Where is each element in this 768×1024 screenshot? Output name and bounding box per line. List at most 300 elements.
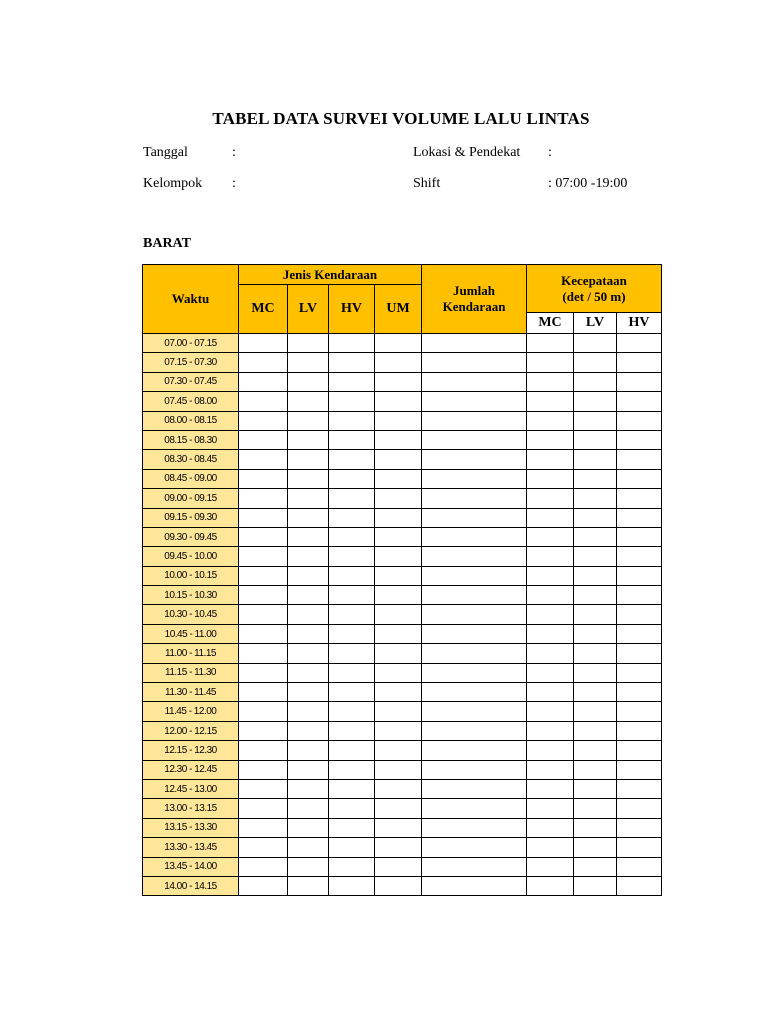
table-row: [143, 818, 662, 837]
speed-mc-cell[interactable]: [527, 605, 574, 624]
count-um-cell[interactable]: [375, 547, 422, 566]
jumlah-cell[interactable]: [422, 876, 527, 895]
header-jenis-um: UM: [375, 285, 422, 334]
speed-hv-cell[interactable]: [617, 838, 662, 857]
speed-lv-cell[interactable]: [574, 527, 617, 546]
count-um-cell[interactable]: [375, 469, 422, 488]
speed-hv-cell[interactable]: [617, 547, 662, 566]
count-hv-cell[interactable]: [329, 663, 375, 682]
count-mc-cell[interactable]: [239, 838, 288, 857]
speed-hv-cell[interactable]: [617, 353, 662, 372]
time-interval-cell: 11.30 - 11.45: [143, 683, 239, 702]
speed-mc-cell[interactable]: [527, 547, 574, 566]
header-jumlah-line2: Kendaraan: [442, 299, 506, 314]
count-hv-cell[interactable]: [329, 411, 375, 430]
count-lv-cell[interactable]: [288, 799, 329, 818]
speed-lv-cell[interactable]: [574, 334, 617, 353]
count-um-cell[interactable]: [375, 779, 422, 798]
header-kecepatan-lv: LV: [574, 313, 617, 334]
count-um-cell[interactable]: [375, 508, 422, 527]
count-lv-cell[interactable]: [288, 605, 329, 624]
header-jenis-hv: HV: [329, 285, 375, 334]
time-interval-cell: 07.15 - 07.30: [143, 353, 239, 372]
count-mc-cell[interactable]: [239, 702, 288, 721]
time-interval-cell: 14.00 - 14.15: [143, 876, 239, 895]
count-hv-cell[interactable]: [329, 527, 375, 546]
speed-mc-cell[interactable]: [527, 838, 574, 857]
count-lv-cell[interactable]: [288, 663, 329, 682]
tanggal-label: Tanggal: [143, 145, 188, 160]
speed-lv-cell[interactable]: [574, 392, 617, 411]
count-mc-cell[interactable]: [239, 799, 288, 818]
count-um-cell[interactable]: [375, 683, 422, 702]
count-lv-cell[interactable]: [288, 566, 329, 585]
count-um-cell[interactable]: [375, 450, 422, 469]
count-hv-cell[interactable]: [329, 586, 375, 605]
time-interval-cell: 10.45 - 11.00: [143, 624, 239, 643]
speed-hv-cell[interactable]: [617, 857, 662, 876]
count-hv-cell[interactable]: [329, 721, 375, 740]
count-mc-cell[interactable]: [239, 624, 288, 643]
speed-mc-cell[interactable]: [527, 799, 574, 818]
jumlah-cell[interactable]: [422, 663, 527, 682]
speed-mc-cell[interactable]: [527, 586, 574, 605]
count-lv-cell[interactable]: [288, 818, 329, 837]
count-lv-cell[interactable]: [288, 721, 329, 740]
table-row: [143, 469, 662, 488]
count-lv-cell[interactable]: [288, 876, 329, 895]
header-kecepatan-line2: (det / 50 m): [562, 288, 626, 304]
count-lv-cell[interactable]: [288, 644, 329, 663]
speed-hv-cell[interactable]: [617, 430, 662, 449]
count-hv-cell[interactable]: [329, 508, 375, 527]
count-hv-cell[interactable]: [329, 857, 375, 876]
count-um-cell[interactable]: [375, 605, 422, 624]
count-um-cell[interactable]: [375, 663, 422, 682]
speed-lv-cell[interactable]: [574, 605, 617, 624]
count-hv-cell[interactable]: [329, 799, 375, 818]
count-mc-cell[interactable]: [239, 450, 288, 469]
speed-lv-cell[interactable]: [574, 430, 617, 449]
table-row: [143, 721, 662, 740]
time-interval-cell: 10.15 - 10.30: [143, 586, 239, 605]
count-mc-cell[interactable]: [239, 779, 288, 798]
count-lv-cell[interactable]: [288, 741, 329, 760]
jumlah-cell[interactable]: [422, 857, 527, 876]
time-interval-cell: 13.45 - 14.00: [143, 857, 239, 876]
speed-lv-cell[interactable]: [574, 721, 617, 740]
count-mc-cell[interactable]: [239, 857, 288, 876]
speed-lv-cell[interactable]: [574, 372, 617, 391]
speed-mc-cell[interactable]: [527, 683, 574, 702]
count-lv-cell[interactable]: [288, 334, 329, 353]
table-row: [143, 430, 662, 449]
speed-mc-cell[interactable]: [527, 760, 574, 779]
speed-lv-cell[interactable]: [574, 547, 617, 566]
table-row: [143, 624, 662, 643]
time-interval-cell: 12.30 - 12.45: [143, 760, 239, 779]
count-um-cell[interactable]: [375, 372, 422, 391]
count-lv-cell[interactable]: [288, 760, 329, 779]
speed-mc-cell[interactable]: [527, 566, 574, 585]
count-hv-cell[interactable]: [329, 702, 375, 721]
speed-hv-cell[interactable]: [617, 644, 662, 663]
count-hv-cell[interactable]: [329, 644, 375, 663]
table-row: [143, 411, 662, 430]
count-mc-cell[interactable]: [239, 430, 288, 449]
speed-lv-cell[interactable]: [574, 702, 617, 721]
speed-hv-cell[interactable]: [617, 489, 662, 508]
header-jenis-lv: LV: [288, 285, 329, 334]
count-um-cell[interactable]: [375, 392, 422, 411]
speed-mc-cell[interactable]: [527, 779, 574, 798]
count-mc-cell[interactable]: [239, 605, 288, 624]
count-mc-cell[interactable]: [239, 741, 288, 760]
count-lv-cell[interactable]: [288, 527, 329, 546]
speed-lv-cell[interactable]: [574, 489, 617, 508]
jumlah-cell[interactable]: [422, 799, 527, 818]
speed-mc-cell[interactable]: [527, 392, 574, 411]
jumlah-cell[interactable]: [422, 469, 527, 488]
table-row: [143, 527, 662, 546]
jumlah-cell[interactable]: [422, 818, 527, 837]
count-hv-cell[interactable]: [329, 489, 375, 508]
header-jenis-kendaraan: Jenis Kendaraan: [239, 265, 422, 285]
time-interval-cell: 08.15 - 08.30: [143, 430, 239, 449]
table-row: [143, 566, 662, 585]
speed-lv-cell[interactable]: [574, 469, 617, 488]
jumlah-cell[interactable]: [422, 547, 527, 566]
section-label: BARAT: [143, 236, 191, 251]
speed-hv-cell[interactable]: [617, 760, 662, 779]
jumlah-cell[interactable]: [422, 489, 527, 508]
count-hv-cell[interactable]: [329, 818, 375, 837]
jumlah-cell[interactable]: [422, 741, 527, 760]
time-interval-cell: 12.45 - 13.00: [143, 779, 239, 798]
speed-hv-cell[interactable]: [617, 721, 662, 740]
count-lv-cell[interactable]: [288, 372, 329, 391]
count-hv-cell[interactable]: [329, 372, 375, 391]
jumlah-cell[interactable]: [422, 586, 527, 605]
speed-mc-cell[interactable]: [527, 508, 574, 527]
survey-table: [142, 264, 662, 896]
speed-hv-cell[interactable]: [617, 469, 662, 488]
count-um-cell[interactable]: [375, 624, 422, 643]
count-lv-cell[interactable]: [288, 702, 329, 721]
count-hv-cell[interactable]: [329, 741, 375, 760]
table-row: [143, 547, 662, 566]
speed-lv-cell[interactable]: [574, 644, 617, 663]
count-mc-cell[interactable]: [239, 760, 288, 779]
count-hv-cell[interactable]: [329, 334, 375, 353]
speed-lv-cell[interactable]: [574, 411, 617, 430]
speed-hv-cell[interactable]: [617, 702, 662, 721]
speed-mc-cell[interactable]: [527, 644, 574, 663]
table-row: [143, 644, 662, 663]
count-hv-cell[interactable]: [329, 779, 375, 798]
speed-lv-cell[interactable]: [574, 876, 617, 895]
header-kecepatan: [527, 265, 662, 313]
speed-mc-cell[interactable]: [527, 469, 574, 488]
table-row: [143, 876, 662, 895]
count-mc-cell[interactable]: [239, 586, 288, 605]
speed-lv-cell[interactable]: [574, 818, 617, 837]
time-interval-cell: 11.15 - 11.30: [143, 663, 239, 682]
speed-hv-cell[interactable]: [617, 799, 662, 818]
count-mc-cell[interactable]: [239, 469, 288, 488]
speed-mc-cell[interactable]: [527, 372, 574, 391]
count-mc-cell[interactable]: [239, 334, 288, 353]
count-lv-cell[interactable]: [288, 353, 329, 372]
speed-mc-cell[interactable]: [527, 430, 574, 449]
count-um-cell[interactable]: [375, 586, 422, 605]
speed-mc-cell[interactable]: [527, 721, 574, 740]
count-mc-cell[interactable]: [239, 353, 288, 372]
jumlah-cell[interactable]: [422, 683, 527, 702]
count-mc-cell[interactable]: [239, 683, 288, 702]
speed-mc-cell[interactable]: [527, 876, 574, 895]
jumlah-cell[interactable]: [422, 334, 527, 353]
count-um-cell[interactable]: [375, 527, 422, 546]
speed-mc-cell[interactable]: [527, 702, 574, 721]
kelompok-separator: :: [232, 176, 236, 191]
count-um-cell[interactable]: [375, 799, 422, 818]
speed-hv-cell[interactable]: [617, 566, 662, 585]
count-lv-cell[interactable]: [288, 508, 329, 527]
header-jenis-mc: MC: [239, 285, 288, 334]
page-title: TABEL DATA SURVEI VOLUME LALU LINTAS: [212, 109, 590, 128]
jumlah-cell[interactable]: [422, 760, 527, 779]
count-mc-cell[interactable]: [239, 566, 288, 585]
speed-mc-cell[interactable]: [527, 411, 574, 430]
table-row: [143, 741, 662, 760]
count-hv-cell[interactable]: [329, 469, 375, 488]
speed-mc-cell[interactable]: [527, 624, 574, 643]
speed-mc-cell[interactable]: [527, 489, 574, 508]
shift-value: : 07:00 -19:00: [548, 176, 628, 191]
speed-lv-cell[interactable]: [574, 779, 617, 798]
count-lv-cell[interactable]: [288, 469, 329, 488]
count-hv-cell[interactable]: [329, 450, 375, 469]
count-um-cell[interactable]: [375, 838, 422, 857]
speed-lv-cell[interactable]: [574, 353, 617, 372]
count-lv-cell[interactable]: [288, 857, 329, 876]
speed-hv-cell[interactable]: [617, 508, 662, 527]
speed-lv-cell[interactable]: [574, 663, 617, 682]
speed-lv-cell[interactable]: [574, 683, 617, 702]
speed-mc-cell[interactable]: [527, 527, 574, 546]
count-mc-cell[interactable]: [239, 644, 288, 663]
count-lv-cell[interactable]: [288, 450, 329, 469]
speed-lv-cell[interactable]: [574, 838, 617, 857]
table-row: [143, 489, 662, 508]
count-mc-cell[interactable]: [239, 508, 288, 527]
jumlah-cell[interactable]: [422, 392, 527, 411]
count-mc-cell[interactable]: [239, 818, 288, 837]
count-um-cell[interactable]: [375, 702, 422, 721]
time-interval-cell: 08.45 - 09.00: [143, 469, 239, 488]
count-mc-cell[interactable]: [239, 489, 288, 508]
speed-hv-cell[interactable]: [617, 450, 662, 469]
count-um-cell[interactable]: [375, 760, 422, 779]
count-hv-cell[interactable]: [329, 760, 375, 779]
speed-hv-cell[interactable]: [617, 876, 662, 895]
count-hv-cell[interactable]: [329, 683, 375, 702]
speed-hv-cell[interactable]: [617, 818, 662, 837]
speed-mc-cell[interactable]: [527, 353, 574, 372]
speed-hv-cell[interactable]: [617, 663, 662, 682]
kelompok-label: Kelompok: [143, 176, 203, 191]
speed-mc-cell[interactable]: [527, 741, 574, 760]
header-jumlah-line1: Jumlah: [453, 283, 495, 298]
count-lv-cell[interactable]: [288, 779, 329, 798]
time-interval-cell: 12.15 - 12.30: [143, 741, 239, 760]
time-interval-cell: 10.30 - 10.45: [143, 605, 239, 624]
count-lv-cell[interactable]: [288, 489, 329, 508]
jumlah-cell[interactable]: [422, 838, 527, 857]
count-hv-cell[interactable]: [329, 547, 375, 566]
count-um-cell[interactable]: [375, 818, 422, 837]
speed-lv-cell[interactable]: [574, 741, 617, 760]
speed-hv-cell[interactable]: [617, 586, 662, 605]
jumlah-cell[interactable]: [422, 372, 527, 391]
table-row: [143, 334, 662, 353]
speed-hv-cell[interactable]: [617, 334, 662, 353]
time-interval-cell: 10.00 - 10.15: [143, 566, 239, 585]
count-mc-cell[interactable]: [239, 663, 288, 682]
time-interval-cell: 13.00 - 13.15: [143, 799, 239, 818]
count-hv-cell[interactable]: [329, 392, 375, 411]
jumlah-cell[interactable]: [422, 779, 527, 798]
speed-lv-cell[interactable]: [574, 857, 617, 876]
jumlah-cell[interactable]: [422, 430, 527, 449]
count-um-cell[interactable]: [375, 876, 422, 895]
time-interval-cell: 13.15 - 13.30: [143, 818, 239, 837]
time-interval-cell: 09.30 - 09.45: [143, 527, 239, 546]
count-um-cell[interactable]: [375, 489, 422, 508]
count-lv-cell[interactable]: [288, 392, 329, 411]
table-row: [143, 586, 662, 605]
jumlah-cell[interactable]: [422, 721, 527, 740]
count-lv-cell[interactable]: [288, 411, 329, 430]
lokasi-label: Lokasi & Pendekat: [413, 145, 521, 160]
speed-hv-cell[interactable]: [617, 392, 662, 411]
count-um-cell[interactable]: [375, 353, 422, 372]
count-mc-cell[interactable]: [239, 876, 288, 895]
speed-mc-cell[interactable]: [527, 857, 574, 876]
count-lv-cell[interactable]: [288, 683, 329, 702]
speed-lv-cell[interactable]: [574, 799, 617, 818]
jumlah-cell[interactable]: [422, 566, 527, 585]
count-hv-cell[interactable]: [329, 838, 375, 857]
count-mc-cell[interactable]: [239, 372, 288, 391]
time-interval-cell: 08.30 - 08.45: [143, 450, 239, 469]
jumlah-cell[interactable]: [422, 411, 527, 430]
speed-hv-cell[interactable]: [617, 624, 662, 643]
table-row: [143, 683, 662, 702]
jumlah-cell[interactable]: [422, 450, 527, 469]
count-um-cell[interactable]: [375, 721, 422, 740]
speed-hv-cell[interactable]: [617, 372, 662, 391]
count-mc-cell[interactable]: [239, 411, 288, 430]
count-um-cell[interactable]: [375, 857, 422, 876]
speed-lv-cell[interactable]: [574, 586, 617, 605]
jumlah-cell[interactable]: [422, 527, 527, 546]
lokasi-separator: :: [548, 145, 552, 160]
count-lv-cell[interactable]: [288, 547, 329, 566]
speed-hv-cell[interactable]: [617, 411, 662, 430]
count-um-cell[interactable]: [375, 741, 422, 760]
count-lv-cell[interactable]: [288, 624, 329, 643]
header-kecepatan-mc: MC: [527, 313, 574, 334]
shift-label: Shift: [413, 176, 441, 191]
count-hv-cell[interactable]: [329, 566, 375, 585]
count-lv-cell[interactable]: [288, 838, 329, 857]
time-interval-cell: 13.30 - 13.45: [143, 838, 239, 857]
count-lv-cell[interactable]: [288, 430, 329, 449]
jumlah-cell[interactable]: [422, 508, 527, 527]
time-interval-cell: 08.00 - 08.15: [143, 411, 239, 430]
count-mc-cell[interactable]: [239, 527, 288, 546]
speed-lv-cell[interactable]: [574, 760, 617, 779]
table-row: [143, 372, 662, 391]
speed-hv-cell[interactable]: [617, 605, 662, 624]
time-interval-cell: 09.00 - 09.15: [143, 489, 239, 508]
count-hv-cell[interactable]: [329, 624, 375, 643]
speed-mc-cell[interactable]: [527, 450, 574, 469]
count-mc-cell[interactable]: [239, 547, 288, 566]
table-row: [143, 702, 662, 721]
time-interval-cell: 09.45 - 10.00: [143, 547, 239, 566]
speed-hv-cell[interactable]: [617, 527, 662, 546]
count-lv-cell[interactable]: [288, 586, 329, 605]
count-um-cell[interactable]: [375, 411, 422, 430]
count-hv-cell[interactable]: [329, 876, 375, 895]
count-mc-cell[interactable]: [239, 721, 288, 740]
table-row: [143, 605, 662, 624]
speed-lv-cell[interactable]: [574, 450, 617, 469]
speed-hv-cell[interactable]: [617, 741, 662, 760]
time-interval-cell: 12.00 - 12.15: [143, 721, 239, 740]
speed-mc-cell[interactable]: [527, 818, 574, 837]
speed-lv-cell[interactable]: [574, 624, 617, 643]
count-mc-cell[interactable]: [239, 392, 288, 411]
jumlah-cell[interactable]: [422, 644, 527, 663]
jumlah-cell[interactable]: [422, 702, 527, 721]
speed-mc-cell[interactable]: [527, 334, 574, 353]
count-um-cell[interactable]: [375, 644, 422, 663]
speed-hv-cell[interactable]: [617, 779, 662, 798]
speed-mc-cell[interactable]: [527, 663, 574, 682]
speed-hv-cell[interactable]: [617, 683, 662, 702]
header-kecepatan-line1: Kecepataan: [561, 272, 627, 288]
speed-lv-cell[interactable]: [574, 508, 617, 527]
time-interval-cell: 07.45 - 08.00: [143, 392, 239, 411]
header-waktu: Waktu: [143, 265, 239, 334]
count-um-cell[interactable]: [375, 566, 422, 585]
count-hv-cell[interactable]: [329, 605, 375, 624]
jumlah-cell[interactable]: [422, 353, 527, 372]
count-um-cell[interactable]: [375, 334, 422, 353]
count-um-cell[interactable]: [375, 430, 422, 449]
jumlah-cell[interactable]: [422, 624, 527, 643]
table-row: [143, 392, 662, 411]
speed-lv-cell[interactable]: [574, 566, 617, 585]
count-hv-cell[interactable]: [329, 430, 375, 449]
jumlah-cell[interactable]: [422, 605, 527, 624]
time-interval-cell: 07.00 - 07.15: [143, 334, 239, 353]
count-hv-cell[interactable]: [329, 353, 375, 372]
